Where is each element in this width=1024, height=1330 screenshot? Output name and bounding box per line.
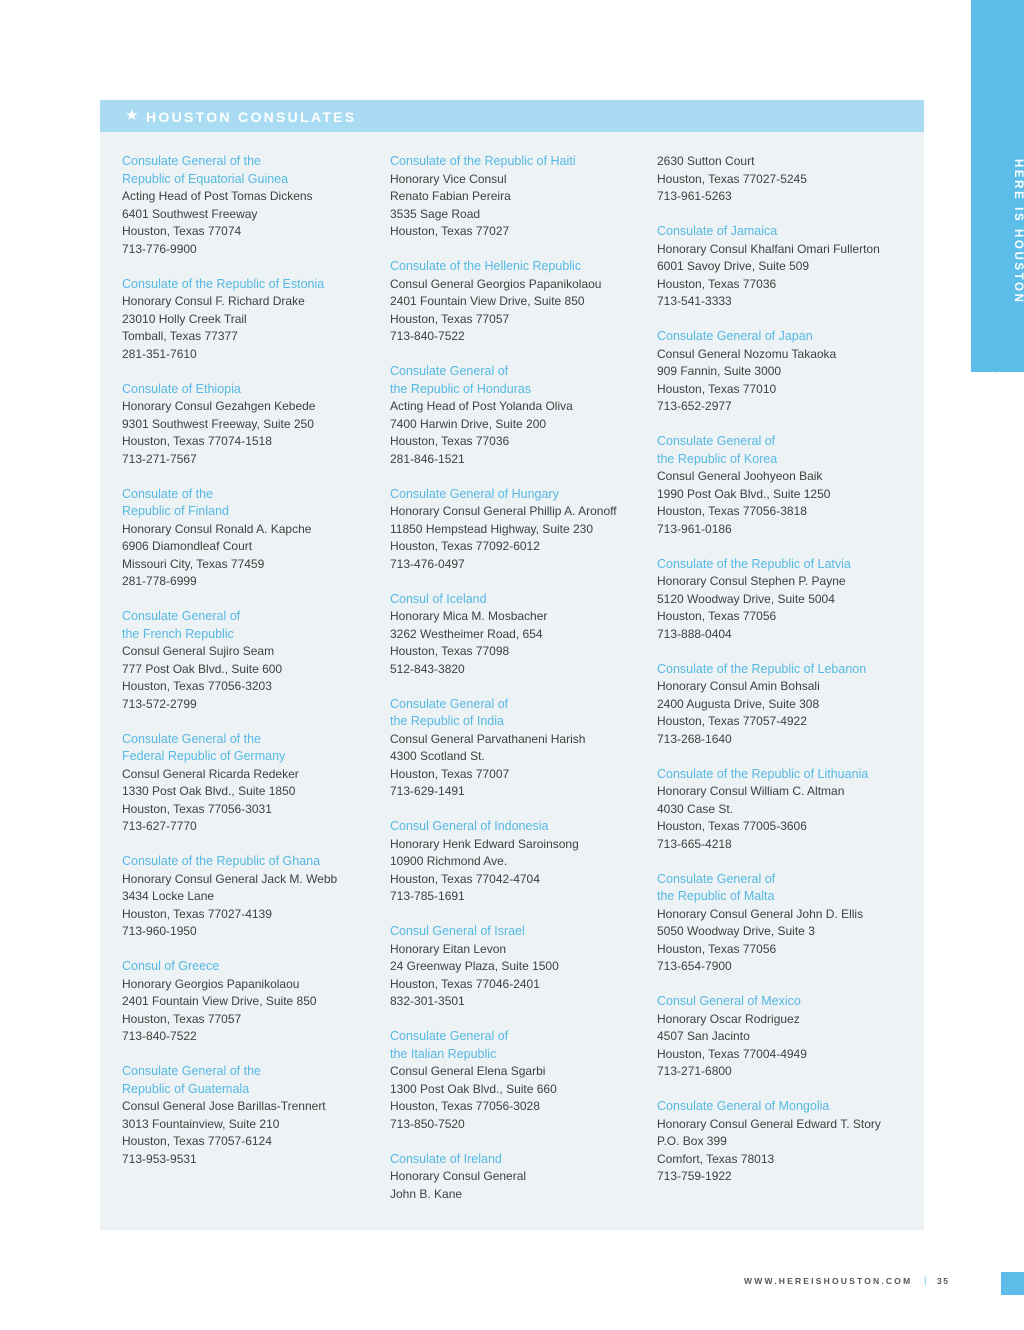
consulate-detail: 713-850-7520 [390,1116,465,1131]
consulate-name: Consulate of Ethiopia [122,381,241,396]
consulate-name: Republic of Guatemala [122,1081,250,1096]
consulate-name: Consulate of the Republic of Estonia [122,276,325,291]
consulate-detail: Honorary Consul Gezahgen Kebede [122,399,316,413]
consulate-entry [390,1151,650,1204]
consulate-detail: Houston, Texas 77056-3028 [390,1099,540,1113]
consulate-detail: 713-476-0497 [390,556,465,571]
consulate-detail: 6906 Diamondleaf Court [122,539,253,553]
consulate-name: Consul General of Israel [390,924,525,938]
consulate-entry [122,731,382,836]
consulate-detail: Honorary Georgios Papanikolaou [122,976,300,991]
consulate-detail: Houston, Texas 77004-4949 [657,1046,807,1061]
consulate-detail: Honorary Consul Amin Bohsali [657,679,820,693]
consulate-entry [122,958,382,1046]
consulate-entry [657,661,917,749]
consulate-entry [657,433,917,538]
consulate-detail: 713-629-1491 [390,784,465,798]
consulate-name: Consulate of the Republic of Latvia [657,556,851,571]
consulate-detail: Houston, Texas 77057 [122,1011,242,1026]
consulate-detail: Missouri City, Texas 77459 [122,556,265,571]
consulate-name: Consul General of Mexico [657,994,801,1008]
consulate-detail: Honorary Oscar Rodriguez [657,1011,800,1026]
consulate-detail: Honorary Henk Edward Saroinsong [390,836,579,851]
consulate-detail: 1990 Post Oak Blvd., Suite 1250 [657,486,831,501]
consulate-detail: 6401 Southwest Freeway [122,206,258,221]
consulate-name: Consulate General of [390,364,509,378]
consulate-detail: 713-953-9531 [122,1151,197,1166]
consulate-detail: Houston, Texas 77056-3818 [657,504,807,518]
consulate-detail: 713-541-3333 [657,294,732,308]
consulate-name: Consulate of the Republic of Ghana [122,854,321,868]
consulate-detail: Comfort, Texas 78013 [657,1151,775,1166]
consulate-detail: Houston, Texas 77092-6012 [390,539,540,553]
consulate-name: the Italian Republic [390,1046,497,1061]
consulate-detail: 3013 Fountainview, Suite 210 [122,1116,280,1131]
consulate-entry [122,853,382,941]
consulate-entry [122,1063,382,1168]
side-tab-label: HERE IS HOUSTON [1012,159,1024,305]
consulate-detail: 713-888-0404 [657,626,732,641]
consulate-entry [390,1028,650,1133]
consulate-detail: Houston, Texas 77098 [390,644,510,658]
consulate-name: Federal Republic of Germany [122,749,286,763]
consulate-detail: 909 Fannin, Suite 3000 [657,364,782,378]
consulate-name: Consulate General of [657,871,776,886]
consulate-name: Consulate of the Republic of Lebanon [657,661,867,676]
consulate-detail: Honorary Consul General [390,1169,527,1183]
consulate-detail: Houston, Texas 77027 [390,224,510,238]
footer-url[interactable]: WWW.HEREISHOUSTON.COM [744,1276,913,1286]
consulate-entry [390,818,650,906]
consulate-name: the Republic of Honduras [390,381,532,396]
consulate-detail: Consul General Georgios Papanikolaou [390,276,602,291]
consulate-detail: Honorary Mica M. Mosbacher [390,609,548,623]
consulate-entry [657,328,917,416]
consulate-detail: 713-652-2977 [657,399,732,413]
consulate-name: Consulate of Ireland [390,1151,502,1166]
consulate-detail: Houston, Texas 77057-4922 [657,714,807,728]
consulate-name: Consulate General of Mongolia [657,1099,830,1113]
consulate-detail: Renato Fabian Pereira [390,189,511,203]
consulate-name: Consulate General of [390,1029,509,1043]
consulate-entry [390,258,650,346]
consulate-detail: Consul General Parvathaneni Harish [390,731,586,746]
consulate-detail: Consul General Ricarda Redeker [122,766,299,781]
consulate-detail: Honorary Consul General Phillip A. Aronoff [390,504,617,518]
consulate-detail: Honorary Consul Stephen P. Payne [657,574,846,588]
consulate-detail: Houston, Texas 77056 [657,609,777,623]
consulate-detail: 713-960-1950 [122,924,197,938]
consulate-detail: 281-778-6999 [122,574,197,588]
consulate-name: Consulate General of the [122,154,261,168]
consulate-detail: Houston, Texas 77056-3203 [122,679,272,693]
consulate-entry [122,608,382,713]
consulate-column-2 [390,153,650,1221]
consulate-name: Consul of Greece [122,959,220,973]
consulate-detail: Honorary Consul General John D. Ellis [657,906,864,921]
consulate-detail: 10900 Richmond Ave. [390,854,508,868]
consulate-name: Consulate of the Republic of Haiti [390,154,576,168]
consulate-name: the Republic of Korea [657,451,778,466]
consulate-name: Consulate of the Hellenic Republic [390,259,582,273]
consulate-detail: Honorary Eitan Levon [390,941,507,956]
consulate-detail: Honorary Consul Ronald A. Kapche [122,521,312,536]
consulate-detail: Houston, Texas 77056 [657,941,777,956]
consulate-entry [657,871,917,976]
consulate-name: Consulate General of [390,696,509,711]
consulate-detail: Honorary Consul General Edward T. Story [657,1116,881,1131]
consulate-entry [122,486,382,591]
consulate-detail: Consul General Sujiro Seam [122,644,275,658]
consulate-detail: 713-785-1691 [390,889,465,903]
consulate-name: the Republic of India [390,714,504,728]
consulate-detail: P.O. Box 399 [657,1134,727,1148]
consulate-detail: 281-351-7610 [122,346,197,361]
consulate-detail: Consul General Joohyeon Baik [657,469,823,483]
consulate-detail: Tomball, Texas 77377 [122,329,238,343]
consulate-entry [122,276,382,364]
consulate-detail: 713-840-7522 [122,1029,197,1043]
consulate-name: Consulate General of [122,609,241,623]
consulate-detail: 3434 Locke Lane [122,889,215,903]
consulate-entry [122,153,382,258]
page-number: 35 [937,1276,950,1286]
consulate-name: Republic of Equatorial Guinea [122,171,289,186]
consulate-column-1 [122,153,382,1186]
consulate-detail: Houston, Texas 77027-5245 [657,171,807,186]
consulate-detail: 4507 San Jacinto [657,1029,750,1043]
consulate-detail: 4030 Case St. [657,801,734,816]
consulate-detail: 713-654-7900 [657,959,732,973]
consulate-entry [122,381,382,469]
consulate-detail: 777 Post Oak Blvd., Suite 600 [122,661,283,676]
consulate-detail: 24 Greenway Plaza, Suite 1500 [390,959,559,973]
consulate-detail: 11850 Hempstead Highway, Suite 230 [390,521,594,536]
consulate-detail: 713-776-9900 [122,241,197,256]
consulate-entry [657,993,917,1081]
consulate-name: Consulate of the Republic of Lithuania [657,766,869,781]
consulate-detail: 2400 Augusta Drive, Suite 308 [657,696,820,711]
consulate-detail: 713-271-7567 [122,451,197,466]
consulate-name: Consulate General of Japan [657,329,813,343]
consulate-entry [390,153,650,241]
consulate-detail: 6001 Savoy Drive, Suite 509 [657,259,810,273]
consulate-name: Consulate General of the [122,1064,261,1078]
consulate-detail: 713-961-5263 [657,189,732,203]
consulate-detail: 2401 Fountain View Drive, Suite 850 [122,994,317,1008]
consulate-detail: Acting Head of Post Tomas Dickens [122,189,313,203]
consulate-name: Consulate General of Hungary [390,486,559,501]
consulate-detail: Houston, Texas 77027-4139 [122,906,272,921]
consulate-name: Consulate of Jamaica [657,224,778,238]
consulate-detail: 2401 Fountain View Drive, Suite 850 [390,294,585,308]
consulate-entry [390,486,650,574]
consulate-detail: Honorary Consul General Jack M. Webb [122,871,338,886]
star-icon: ★ [125,107,139,124]
consulate-name: Consul of Iceland [390,591,487,606]
consulate-detail: 2630 Sutton Court [657,154,755,168]
consulate-detail: 4300 Scotland St. [390,749,485,763]
consulate-detail: Houston, Texas 77036 [657,276,777,291]
consulate-detail: Consul General Jose Barillas-Trennert [122,1099,326,1113]
consulate-column-3 [657,153,917,1203]
consulate-detail: Houston, Texas 77007 [390,766,510,781]
consulate-detail: 713-759-1922 [657,1169,732,1183]
consulate-entry [657,223,917,311]
consulate-entry [657,1098,917,1186]
consulate-detail: 9301 Southwest Freeway, Suite 250 [122,416,314,431]
consulate-entry [390,696,650,801]
consulate-detail: Houston, Texas 77005-3606 [657,819,807,833]
consulate-detail: 713-665-4218 [657,836,732,851]
consulate-detail: Honorary Consul William C. Altman [657,784,845,798]
footer-tab [1001,1272,1024,1295]
consulate-detail: 713-572-2799 [122,696,197,711]
consulate-detail: 5120 Woodway Drive, Suite 5004 [657,591,835,606]
consulate-name: the French Republic [122,626,234,641]
consulate-detail: Houston, Texas 77057-6124 [122,1134,272,1148]
consulate-detail: Honorary Consul F. Richard Drake [122,294,305,308]
consulate-entry [657,153,917,206]
consulate-name: Consul General of Indonesia [390,819,549,833]
consulate-name: Consulate of the [122,486,214,501]
consulate-detail: 512-843-3820 [390,661,465,676]
consulate-detail: Houston, Texas 77056-3031 [122,801,272,816]
consulate-detail: Houston, Texas 77057 [390,311,510,326]
consulate-entry [390,923,650,1011]
consulate-detail: Houston, Texas 77042-4704 [390,871,540,886]
consulate-detail: 7400 Harwin Drive, Suite 200 [390,416,547,431]
consulate-detail: 713-961-0186 [657,521,732,536]
consulate-detail: Acting Head of Post Yolanda Oliva [390,399,573,413]
consulate-detail: 832-301-3501 [390,994,465,1008]
consulate-detail: 713-840-7522 [390,329,465,343]
consulate-detail: 713-271-6800 [657,1064,732,1078]
consulate-detail: Houston, Texas 77010 [657,381,777,396]
consulate-detail: 713-268-1640 [657,731,732,746]
consulate-name: Republic of Finland [122,504,230,518]
consulate-detail: Houston, Texas 77036 [390,434,510,448]
consulate-detail: Honorary Vice Consul [390,171,507,186]
consulate-detail: Honorary Consul Khalfani Omari Fullerton [657,241,880,256]
consulate-detail: 1330 Post Oak Blvd., Suite 1850 [122,784,296,798]
consulate-entry [657,556,917,644]
consulate-detail: 281-846-1521 [390,451,465,466]
consulate-detail: 713-627-7770 [122,819,197,833]
consulate-detail: Houston, Texas 77046-2401 [390,976,540,991]
consulate-entry [657,766,917,854]
consulate-detail: 1300 Post Oak Blvd., Suite 660 [390,1081,557,1096]
consulate-detail: 3262 Westheimer Road, 654 [390,626,543,641]
side-tab-notch [984,361,996,373]
consulate-detail: John B. Kane [390,1186,463,1201]
consulate-detail: Consul General Elena Sgarbi [390,1064,546,1078]
consulate-detail: 5050 Woodway Drive, Suite 3 [657,924,815,938]
consulate-detail: Houston, Texas 77074-1518 [122,434,272,448]
consulate-entry [390,363,650,468]
consulate-name: Consulate General of the [122,731,261,746]
consulate-name: Consulate General of [657,434,776,448]
consulate-detail: Houston, Texas 77074 [122,224,242,238]
consulate-entry [390,591,650,679]
consulate-detail: 3535 Sage Road [390,206,481,221]
footer-separator: | [924,1275,927,1285]
consulate-detail: 23010 Holly Creek Trail [122,311,247,326]
section-title: HOUSTON CONSULATES [146,109,357,125]
consulate-detail: Consul General Nozomu Takaoka [657,346,837,361]
consulate-name: the Republic of Malta [657,889,775,903]
